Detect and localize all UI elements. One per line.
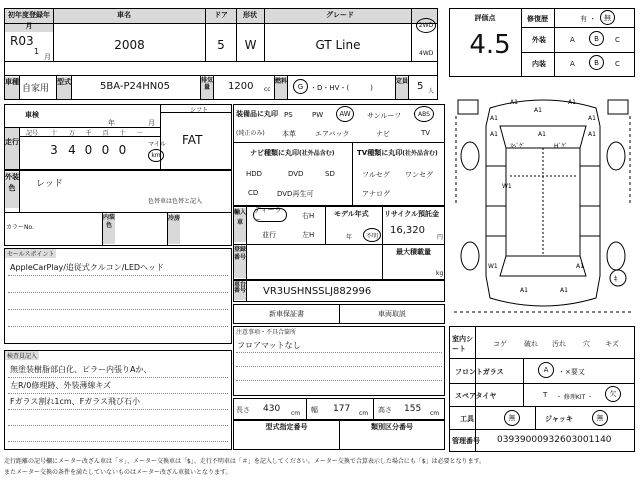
- fuel-label: 燃料: [275, 77, 287, 99]
- notes-label: 注意事項・不具合箇所: [236, 329, 297, 336]
- damage-mark: A1: [588, 131, 596, 138]
- import-dealer-circled: ディーラー: [253, 208, 287, 222]
- equip-airbag: エアバック: [315, 130, 350, 138]
- damage-mark: A1: [588, 115, 596, 122]
- equip-tv: TV: [421, 129, 431, 137]
- seat-hole: 穴: [583, 340, 590, 348]
- color-no-label: カラーNo.: [6, 224, 34, 231]
- displacement: 1200: [228, 81, 254, 92]
- equip-navi: ナビ: [376, 130, 390, 138]
- damage-mark: ｽﾍﾞｸﾞ: [510, 143, 526, 150]
- disp-label: 排気量: [201, 77, 213, 99]
- inspector-line-1: 無塗装樹脂部白化、ピラー内張りAか、: [10, 365, 152, 374]
- footer-note-2: またメーター交換の条件を満たしていないものはメーター改ざん車扱いとなります。: [4, 469, 232, 476]
- fuel-options: ・D・HV・( ): [310, 84, 373, 92]
- seat-tear: 破れ: [524, 340, 538, 348]
- damage-mark: A1: [576, 263, 584, 270]
- car-name: 2008: [114, 38, 145, 52]
- drive-4wd: 4WD: [419, 50, 434, 57]
- mirror-left: [458, 100, 478, 114]
- navi-dvd-play: DVD再生可: [277, 190, 314, 198]
- max-load-kg: kg: [436, 270, 444, 277]
- shape-label: 形状: [237, 10, 263, 21]
- veh-type: 自家用: [22, 84, 50, 94]
- exterior-color-label: 外装色: [5, 172, 19, 208]
- recycle-label: リサイクル預託金: [384, 210, 440, 218]
- tv-analog: アナログ: [362, 190, 390, 198]
- reg-year: R03: [10, 34, 34, 48]
- grade-label: グレード: [270, 10, 410, 21]
- wheel-fl: [461, 142, 479, 170]
- mile-label: マイル: [148, 141, 166, 148]
- mgmt-number: 03939000932603001140: [497, 435, 612, 445]
- interior-b-circled: B: [589, 55, 604, 70]
- km-circled: km: [148, 149, 164, 162]
- damage-mark: Hﾞｸﾞ: [554, 143, 568, 150]
- damage-mark: A1: [510, 99, 518, 106]
- sales-point-text: AppleCarPlay/追従式クルコン/LEDヘッド: [10, 263, 165, 272]
- digit: 0: [118, 143, 127, 157]
- spare-kit: ・ 修理KIT ・: [556, 394, 594, 401]
- chassis-number: VR3USHNSSLJ882996: [263, 286, 372, 297]
- length-unit: cm: [291, 410, 301, 417]
- seat-scratch: キズ: [605, 340, 619, 348]
- reg-month-unit: 月: [44, 53, 51, 61]
- digit-header-row: 記号 十 万 千 百 十 一: [25, 130, 143, 137]
- cold-label: 冷房: [168, 214, 180, 244]
- interior-c: C: [615, 60, 620, 68]
- exterior-c: C: [615, 36, 620, 44]
- exterior-b-circled: B: [589, 31, 604, 46]
- height-unit: cm: [430, 410, 440, 417]
- wheel-rl: [461, 242, 479, 270]
- front-glass-label: フロントガラス: [455, 368, 504, 376]
- shift-label: シフト: [190, 107, 209, 114]
- import-label: 輸入車: [234, 208, 246, 242]
- damage-mark: A1: [534, 107, 542, 114]
- navi-sd: SD: [325, 170, 335, 178]
- color-change-note: 色替車は色替と記入: [148, 198, 203, 205]
- inspect-month-unit: 月: [148, 119, 155, 127]
- damage-mark: A1: [568, 99, 576, 106]
- exterior-color: レッド: [36, 179, 63, 189]
- max-load-label: 最大積載量: [396, 248, 431, 256]
- class-no-label: 類別区分番号: [371, 423, 413, 431]
- equip-abs-circled: ABS: [414, 106, 434, 122]
- mirror-right: [608, 100, 628, 114]
- inspector-line-3: Fガラス割れ1cm、Fガラス飛び石小: [10, 397, 141, 406]
- tv-type-label: TV種類に丸印(社外品含む): [357, 149, 438, 157]
- running-label: 走行: [5, 128, 19, 169]
- reg-month: 1: [34, 47, 40, 56]
- right-h: 右H: [302, 212, 315, 220]
- reg-no-label: 登録番号: [234, 246, 246, 278]
- rear-window: [500, 256, 586, 276]
- inspect-label: 車検: [25, 111, 39, 119]
- model-year-unknown-circled: 不明: [363, 228, 381, 242]
- recycle-amount: 16,320: [390, 225, 425, 236]
- capacity-unit: 人: [428, 88, 435, 95]
- car-damage-diagram: [450, 86, 636, 322]
- equipment-sub: (純正のみ): [236, 130, 265, 137]
- capacity-label: 定員: [396, 77, 408, 99]
- digit: 3: [50, 143, 58, 157]
- seat-stain: 汚れ: [552, 340, 566, 348]
- wheel-rr: [607, 242, 625, 270]
- inspector-label: 検査員記入: [7, 353, 38, 360]
- model: 5BA-P24HN05: [100, 81, 170, 92]
- tv-fullseg: フルセグ: [362, 171, 390, 179]
- exterior-label: 外装: [532, 36, 546, 44]
- interior-a: A: [570, 60, 575, 68]
- wheel-fr: [607, 142, 625, 170]
- equip-pw: PW: [312, 111, 324, 119]
- spare-none-circled: 欠: [605, 386, 621, 402]
- notes-text: フロアマットなし: [237, 341, 301, 350]
- damage-mark: A1: [520, 287, 528, 294]
- mileage-digits: [44, 143, 154, 157]
- repair-options: 有 ・: [580, 15, 597, 23]
- width: 177: [333, 404, 351, 414]
- shift: FAT: [182, 133, 203, 147]
- length-label: 長さ: [236, 406, 250, 414]
- damage-mark: W1: [502, 183, 512, 190]
- grade: GT Line: [315, 38, 361, 52]
- inspect-year-unit: 年: [108, 119, 115, 127]
- navi-cd: CD: [248, 189, 259, 197]
- front-glass-a-circled: A: [538, 362, 554, 378]
- model-label: 型式: [57, 77, 71, 99]
- tools-label: 工具: [460, 415, 474, 423]
- width-label: 幅: [311, 406, 318, 414]
- key-mark: ｷ: [614, 275, 618, 283]
- left-h: 左H: [302, 231, 315, 239]
- navi-dvd: DVD: [288, 170, 304, 178]
- length: 430: [263, 404, 281, 414]
- reg-date-label: 初年度登録年月: [5, 10, 53, 32]
- veh-type-label: 車種: [5, 77, 19, 99]
- model-year-unit: 年: [346, 234, 353, 241]
- doors-label: ドア: [206, 10, 236, 21]
- spare-label: スペアタイヤ: [455, 392, 497, 400]
- equip-ps: PS: [284, 111, 293, 119]
- digit: 4: [68, 143, 76, 157]
- chassis-label: 車台番号: [234, 282, 246, 300]
- manual: 車両取説: [378, 310, 406, 318]
- navi-type-label: ナビ種類に丸印(社外品含む): [250, 149, 335, 157]
- capacity: 5: [417, 81, 424, 92]
- damage-mark: A1: [560, 287, 568, 294]
- digit: 0: [101, 143, 110, 157]
- damage-mark: W1: [488, 263, 498, 270]
- height: 155: [404, 404, 422, 414]
- inspector-line-2: 左R/0修理跡、外装薄線キズ: [10, 381, 112, 390]
- equip-aw-circled: AW: [336, 106, 354, 122]
- footer-note-1: 走行距離の記号欄にメーター改ざん車は「＊」、メーター交換車は「$」、走行不明車は「＃」を記入してください。メーター交換で合算表示した場合にも「$」は必要となります。: [4, 458, 486, 465]
- damage-mark: A1: [538, 131, 546, 138]
- model-year-label: モデル年式: [334, 210, 369, 218]
- interior-color-label: 内装色: [103, 214, 115, 244]
- equipment-label: 装備品に丸印: [236, 110, 278, 118]
- exterior-a: A: [570, 36, 575, 44]
- recycle-yen: 円: [437, 234, 444, 241]
- interior-label: 内装: [532, 60, 546, 68]
- sales-point-label: セールスポイント: [7, 251, 55, 258]
- tools-none-circled: 無: [504, 410, 520, 426]
- equip-leather: 本革: [282, 130, 296, 138]
- repair-none-circled: 無: [600, 10, 615, 25]
- drive-2wd-circled: 2WD: [416, 18, 436, 33]
- damage-mark: A1: [490, 115, 498, 122]
- jack-label: ジャッキ: [545, 415, 573, 423]
- type-no-label: 型式指定番号: [265, 423, 308, 431]
- tv-oneseg: ワンセグ: [405, 171, 433, 179]
- equip-sunroof: サンルーフ: [367, 112, 402, 120]
- digit: 0: [84, 143, 93, 157]
- seat-dirty: コゲ: [493, 340, 507, 348]
- repair-label: 修復歴: [527, 15, 548, 23]
- shape: W: [244, 38, 257, 52]
- new-warranty: 新車保証書: [269, 310, 304, 318]
- mgmt-label: 管理番号: [452, 437, 480, 445]
- notes-box: [233, 326, 445, 396]
- doors: 5: [217, 38, 225, 52]
- car-name-label: 車名: [54, 10, 194, 21]
- seat-label: 室内シート: [452, 335, 473, 353]
- fuel-g-circled: G: [293, 79, 308, 94]
- score-label: 評価点: [474, 14, 496, 22]
- damage-mark: A1: [490, 131, 498, 138]
- width-unit: cm: [359, 410, 369, 417]
- front-glass-rest: ・×要又: [558, 368, 585, 376]
- disp-unit: cc: [264, 86, 271, 93]
- score-value: 4.5: [469, 30, 511, 60]
- spare-t: T: [543, 391, 548, 399]
- navi-hdd: HDD: [246, 170, 263, 178]
- height-label: 高さ: [378, 406, 392, 414]
- key-mark-circle: [610, 270, 626, 286]
- jack-none-circled: 無: [592, 410, 608, 426]
- import-parallel: 並行: [262, 231, 276, 239]
